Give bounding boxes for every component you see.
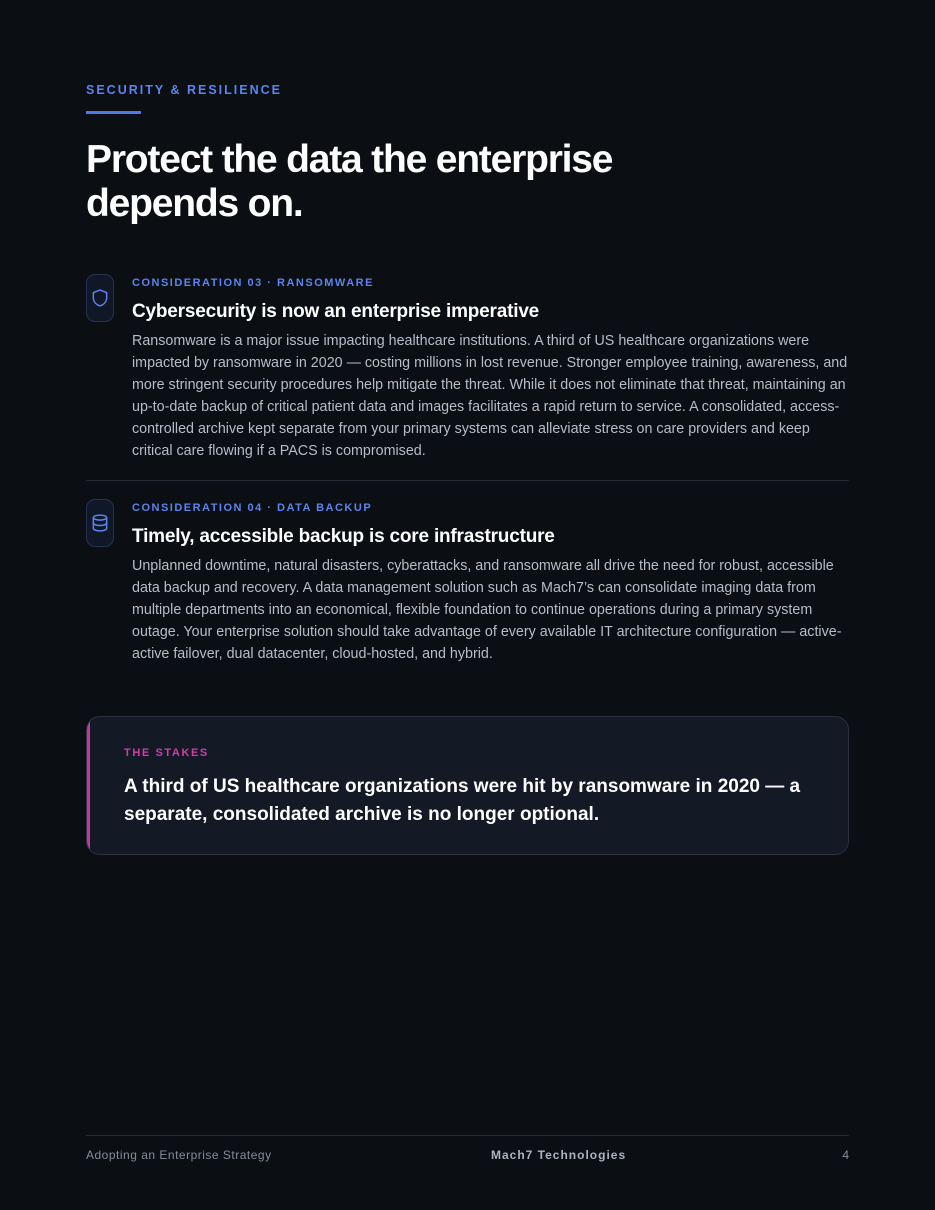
consideration-title: Cybersecurity is now an enterprise imperative	[132, 301, 540, 322]
callout-label: THE STAKES	[124, 747, 209, 759]
callout-text: A third of US healthcare organizations were hit by ransomware in 2020 — a separate, consolidated archive is no longer optional.	[124, 776, 801, 825]
consideration-body: Unplanned downtime, natural disasters, cyberattacks, and ransomware all drive the need for robust, accessible data backup and recovery. A data management solution such as Mach7’s can consolidate imaging data from multiple departments into an economical, flexible foundation to continue operations during a primary system outage. Your enterprise solution should take advantage of every available IT architecture configuration — active-active failover, dual datacenter, cloud-hosted, and hybrid.	[132, 558, 842, 662]
section-divider	[86, 480, 849, 481]
callout-accent-bar	[87, 717, 90, 854]
footer-divider	[86, 1135, 849, 1136]
page-headline: Protect the data the enterprise depends on.	[86, 138, 613, 225]
section-eyebrow: SECURITY & RESILIENCE	[86, 83, 282, 97]
footer-page-number: 4	[842, 1148, 849, 1162]
consideration-title: Timely, accessible backup is core infrastructure	[132, 526, 555, 547]
page	[86, 0, 849, 1210]
eyebrow-underline	[86, 111, 141, 114]
footer-company-name: Mach7 Technologies	[491, 1148, 627, 1162]
consideration-body: Ransomware is a major issue impacting healthcare institutions. A third of US healthcare organizations were impacted by ransomware in 2020 — costing millions in lost revenue. Stronger employee training, awareness, and more stringent security procedures help mitigate the threat. While it does not eliminate that threat, maintaining an up-to-date backup of critical patient data and images facilitates a rapid return to service. A consolidated, access-controlled archive kept separate from your primary systems can alleviate stress on care providers and keep critical care flowing if a PACS is compromised.	[132, 333, 848, 459]
shield-icon	[86, 274, 114, 322]
consideration-kicker: CONSIDERATION 03 · RANSOMWARE	[132, 277, 374, 289]
consideration-kicker: CONSIDERATION 04 · DATA BACKUP	[132, 502, 373, 514]
stakes-callout	[86, 716, 849, 855]
database-icon	[86, 499, 114, 547]
footer-document-title: Adopting an Enterprise Strategy	[86, 1148, 272, 1162]
